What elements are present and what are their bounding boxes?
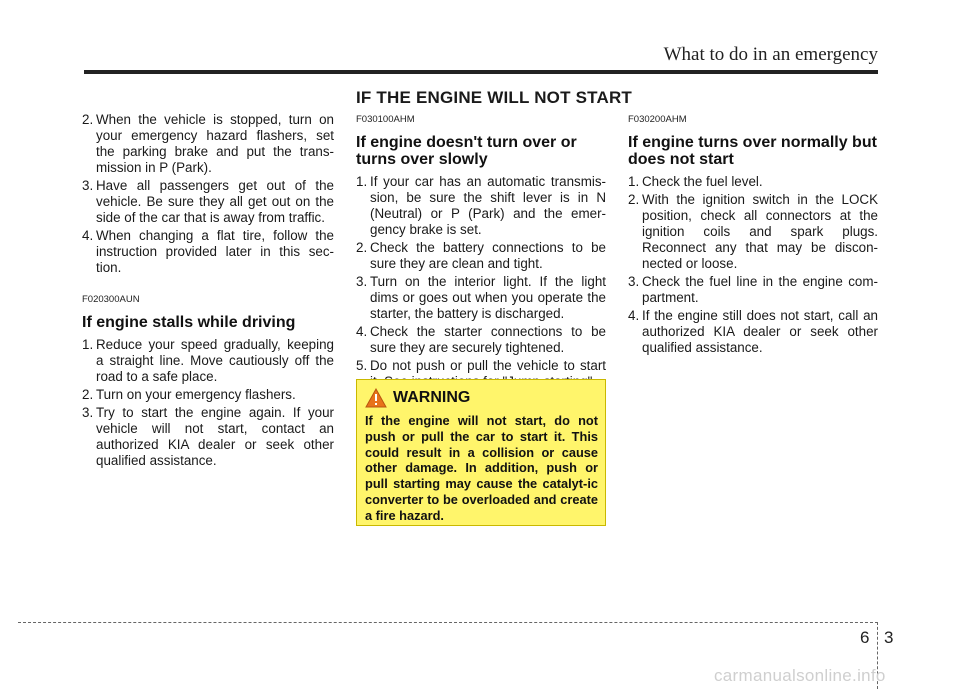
- list-item: 3. Have all passengers get out of the vehicle. Be sure they all get out on the side of the car that is away from traffic.: [82, 178, 334, 225]
- section-title: IF THE ENGINE WILL NOT START: [356, 88, 633, 107]
- list-item: 2. Turn on your emergency flashers.: [82, 387, 296, 402]
- chapter-number: 6: [860, 628, 870, 647]
- list-item: 3. Try to start the engine again. If your vehicle will not start, contact an authorized KIA dealer or seek other qualified assistance.: [82, 405, 334, 468]
- no-crank-steps-list: [356, 174, 606, 390]
- list-item: 5. Do not push or pull the vehicle to start: [356, 358, 606, 373]
- list-item: 2. When the vehicle is stopped, turn on your emergency hazard flashers, set the parking brake and put the trans-mission in P (Park).: [82, 112, 334, 175]
- middle-column: [356, 112, 606, 392]
- list-item: 1. If your car has an automatic transmis-sion, be sure the shift lever is in N (Neutral) or P (Park) and the emer-gency brake is set.: [356, 174, 606, 237]
- watermark: carmanualsonline.info: [714, 666, 886, 685]
- list-item: 4. When changing a flat tire, follow the instruction provided later in this sec-tion.: [82, 228, 334, 275]
- section-heading: If engine doesn't turn over or turns over slowly: [356, 134, 577, 168]
- no-start-steps-list: [628, 174, 878, 356]
- list-item: 1. Check the fuel level.: [628, 174, 763, 189]
- right-column: [628, 112, 878, 358]
- list-item: 2. Check the battery connections to be sure they are clean and tight.: [356, 240, 606, 271]
- stall-steps-list: [82, 337, 334, 469]
- section-code: F020300AUN: [82, 294, 140, 305]
- section-code: F030200AHM: [628, 114, 687, 125]
- list-item: 3. Turn on the interior light. If the light dims or goes out when you operate the starter, the battery is discharged.: [356, 274, 606, 321]
- page-number: 3: [884, 628, 894, 647]
- bottom-rule: [18, 622, 878, 623]
- warning-text: If the engine will not start, do not push or pull the car to start it. This could result in a collision or cause other damage. In addition, push or pull starting may cause the catalyt-ic converter to be overloaded and create a fire hazard.: [365, 413, 598, 523]
- continued-steps-list: [82, 112, 334, 276]
- list-item: 4. If the engine still does not start, call an authorized KIA dealer or seek other qualified assistance.: [628, 308, 878, 355]
- section-heading: If engine turns over normally but does not start: [628, 134, 877, 168]
- list-item: 3. Check the fuel line in the engine com-partment.: [628, 274, 878, 305]
- warning-title: WARNING: [393, 389, 471, 406]
- warning-box: [356, 379, 606, 526]
- warning-header: [365, 388, 598, 408]
- left-column: [82, 112, 334, 471]
- list-item: 4. Check the starter connections to be sure they are securely tightened.: [356, 324, 606, 355]
- list-item: 2. With the ignition switch in the LOCK position, check all connectors at the ignition coils and spark plugs. Reconnect any that may be discon-nected or loose.: [628, 192, 878, 271]
- top-rule: [84, 70, 878, 74]
- list-item: 1. Reduce your speed gradually, keeping a straight line. Move cautiously off the road to a safe place.: [82, 337, 334, 384]
- section-heading: If engine stalls while driving: [82, 314, 296, 331]
- running-head: What to do in an emergency: [663, 44, 878, 65]
- section-code: F030100AHM: [356, 114, 415, 125]
- warning-triangle-icon: [365, 388, 387, 408]
